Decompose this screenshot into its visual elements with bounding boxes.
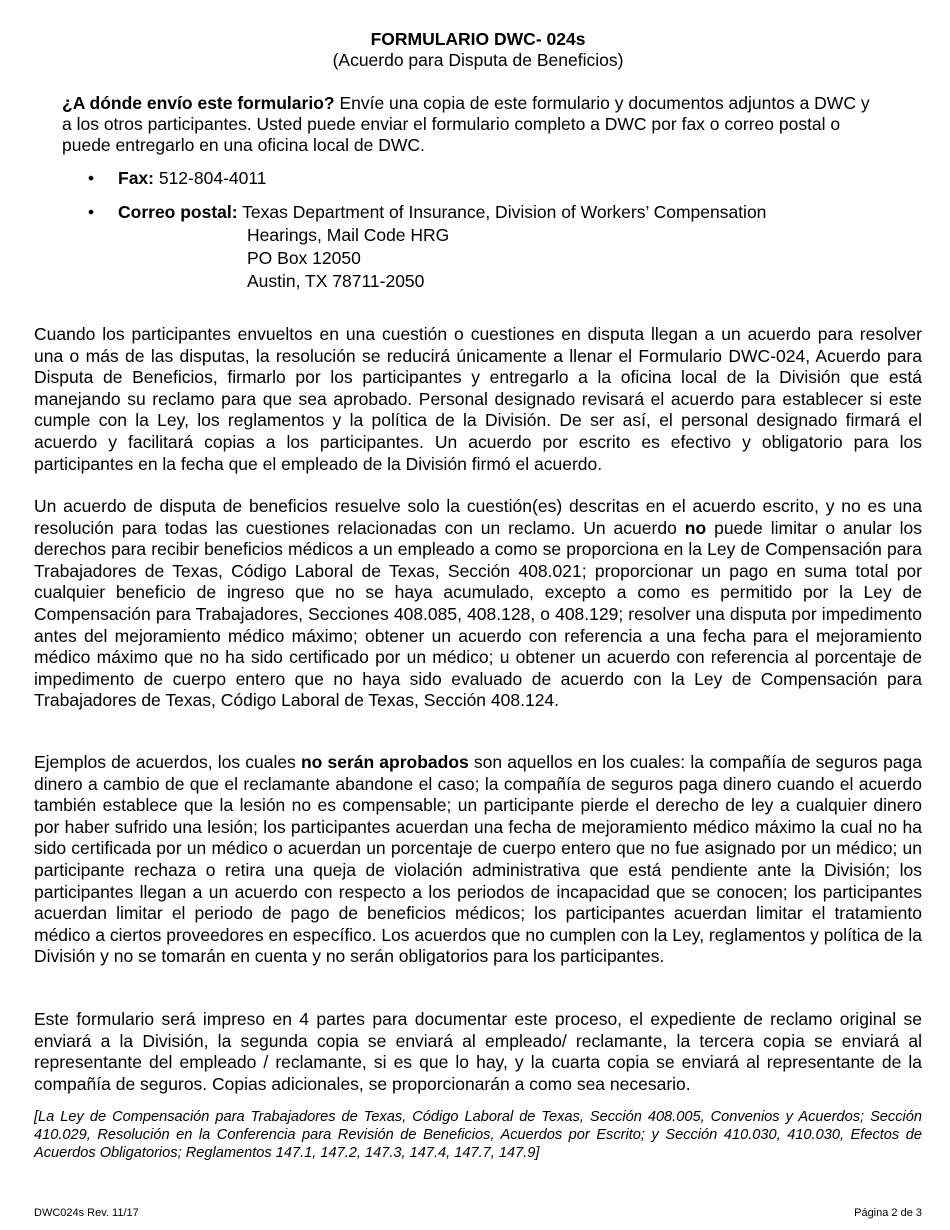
bullet-icon: • <box>88 202 95 222</box>
form-revision: DWC024s Rev. 11/17 <box>34 1207 139 1219</box>
legal-citation: [La Ley de Compensación para Trabajadores de Texas, Código Laboral de Texas, Sección 408.005, Convenios y Acuerdos; Sección 410.029, Resolución en la Conferencia para Revisión de Beneficios, Acuerdos por Escrito; y Sección 410.030, 410.030, Efectos de Acuerdos Obligatorios; Reglamentos 147.1, 147.2, 147.3, 147.4, 147.7, 147.9] <box>34 1109 922 1161</box>
intro-paragraph <box>62 93 882 156</box>
paragraph-agreement-scope: Un acuerdo de disputa de beneficios resuelve solo la cuestión(es) descritas en el acuerdo escrito, y no es una resolución para todas las cuestiones relacionadas con un reclamo. Un acuerdo no puede limitar o anular los derechos para recibir beneficios médicos a un empleado a como se proporciona en la Ley de Compensación para Trabajadores de Texas, Código Laboral de Texas, Sección 408.021; proporcionar un pago en suma total por cualquier beneficio de ingreso que no se haya acumulado, excepto a como es permitido por la Ley de Compensación para Trabajadores, Secciones 408.085, 408.128, o 408.129; resolver una disputa por impedimento antes del mejoramiento médico máximo; obtener un acuerdo con referencia a una fecha para el mejoramiento médico máximo que no ha sido certificado por un médico; u obtener un acuerdo con referencia al porcentaje de impedimento de cuerpo entero que no haya sido evaluado de acuerdo con la Ley de Compensación para Trabajadores de Texas, Código Laboral de Texas, Sección 408.124. <box>34 496 923 711</box>
bullet-icon: • <box>88 168 95 188</box>
paragraph-copies: Este formulario será impreso en 4 partes para documentar este proceso, el expediente de reclamo original se enviará a la División, la segunda copia se enviará al empleado/ reclamante, la tercera copia se enviará al representante del empleado / reclamante, si es que lo hay, y la cuarta copia se enviará al representante de la compañía de seguros. Copias adicionales, se proporcionarán a como sea necesario. <box>34 1009 922 1094</box>
fax-number: 512-804-4011 <box>153 168 267 188</box>
page-number: Página 2 de 3 <box>854 1207 922 1219</box>
form-subtitle: (Acuerdo para Disputa de Beneficios) <box>332 50 624 70</box>
mail-line-2: Hearings, Mail Code HRG <box>247 225 450 245</box>
intro-text: Envíe una copia de este formulario y documentos adjuntos a DWC y a los otros participantes. Usted puede enviar el formulario completo a DWC por fax o correo postal o puede entregarlo en una oficina local de DWC. <box>62 93 870 155</box>
mail-line-3: PO Box 12050 <box>247 248 361 268</box>
intro-question: ¿A dónde envío este formulario? <box>62 93 335 113</box>
mail-line-4: Austin, TX 78711-2050 <box>247 271 425 291</box>
emphasis-not-approved: no serán aprobados <box>300 752 469 772</box>
mail-line-1: Texas Department of Insurance, Division of Workers’ Compensation <box>237 202 767 222</box>
emphasis-no: no <box>684 517 707 538</box>
fax-label: Fax: <box>118 168 154 188</box>
paragraph-rejected-examples: Ejemplos de acuerdos, los cuales no serán aprobados son aquellos en los cuales: la compañía de seguros paga dinero a cambio de que el reclamante abandone el caso; la compañía de seguros paga dinero cuando el acuerdo también establece que la lesión no es compensable; un participante pierde el derecho de ley a cualquier dinero por haber sufrido una lesión; los participantes acuerdan una fecha de mejoramiento médico máximo la cual no ha sido certificada por un médico o acuerdan un porcentaje de cuerpo entero que no fue asignado por un médico; un participante rechaza o retira una queja de violación administrativa que está pendiente ante la División; los participantes llegan a un acuerdo con respecto a los periodos de incapacidad que se conocen; los participantes acuerdan limitar el periodo de pago de beneficios médicos; los participantes acuerdan limitar el tratamiento médico a ciertos proveedores en específico. Los acuerdos que no cumplen con la Ley, reglamentos y política de la División y no se tomarán en cuenta y no serán obligatorios para los participantes. <box>34 752 923 967</box>
form-title: FORMULARIO DWC- 024s <box>370 29 586 49</box>
mail-label: Correo postal: <box>118 202 238 222</box>
paragraph-agreement-process: Cuando los participantes envueltos en una cuestión o cuestiones en disputa llegan a un acuerdo para resolver una o más de las disputas, la resolución se reducirá únicamente a llenar el Formulario DWC-024, Acuerdo para Disputa de Beneficios, firmarlo por los participantes y entregarlo a la oficina local de la División que está manejando su reclamo para que sea aprobado. Personal designado revisará el acuerdo para establecer si este cumple con la Ley, los reglamentos y la política de la División. De ser así, el personal designado firmará el acuerdo y facilitará copias a los participantes. Un acuerdo por escrito es efectivo y obligatorio para los participantes en la fecha que el empleado de la División firmó el acuerdo. <box>34 324 922 474</box>
